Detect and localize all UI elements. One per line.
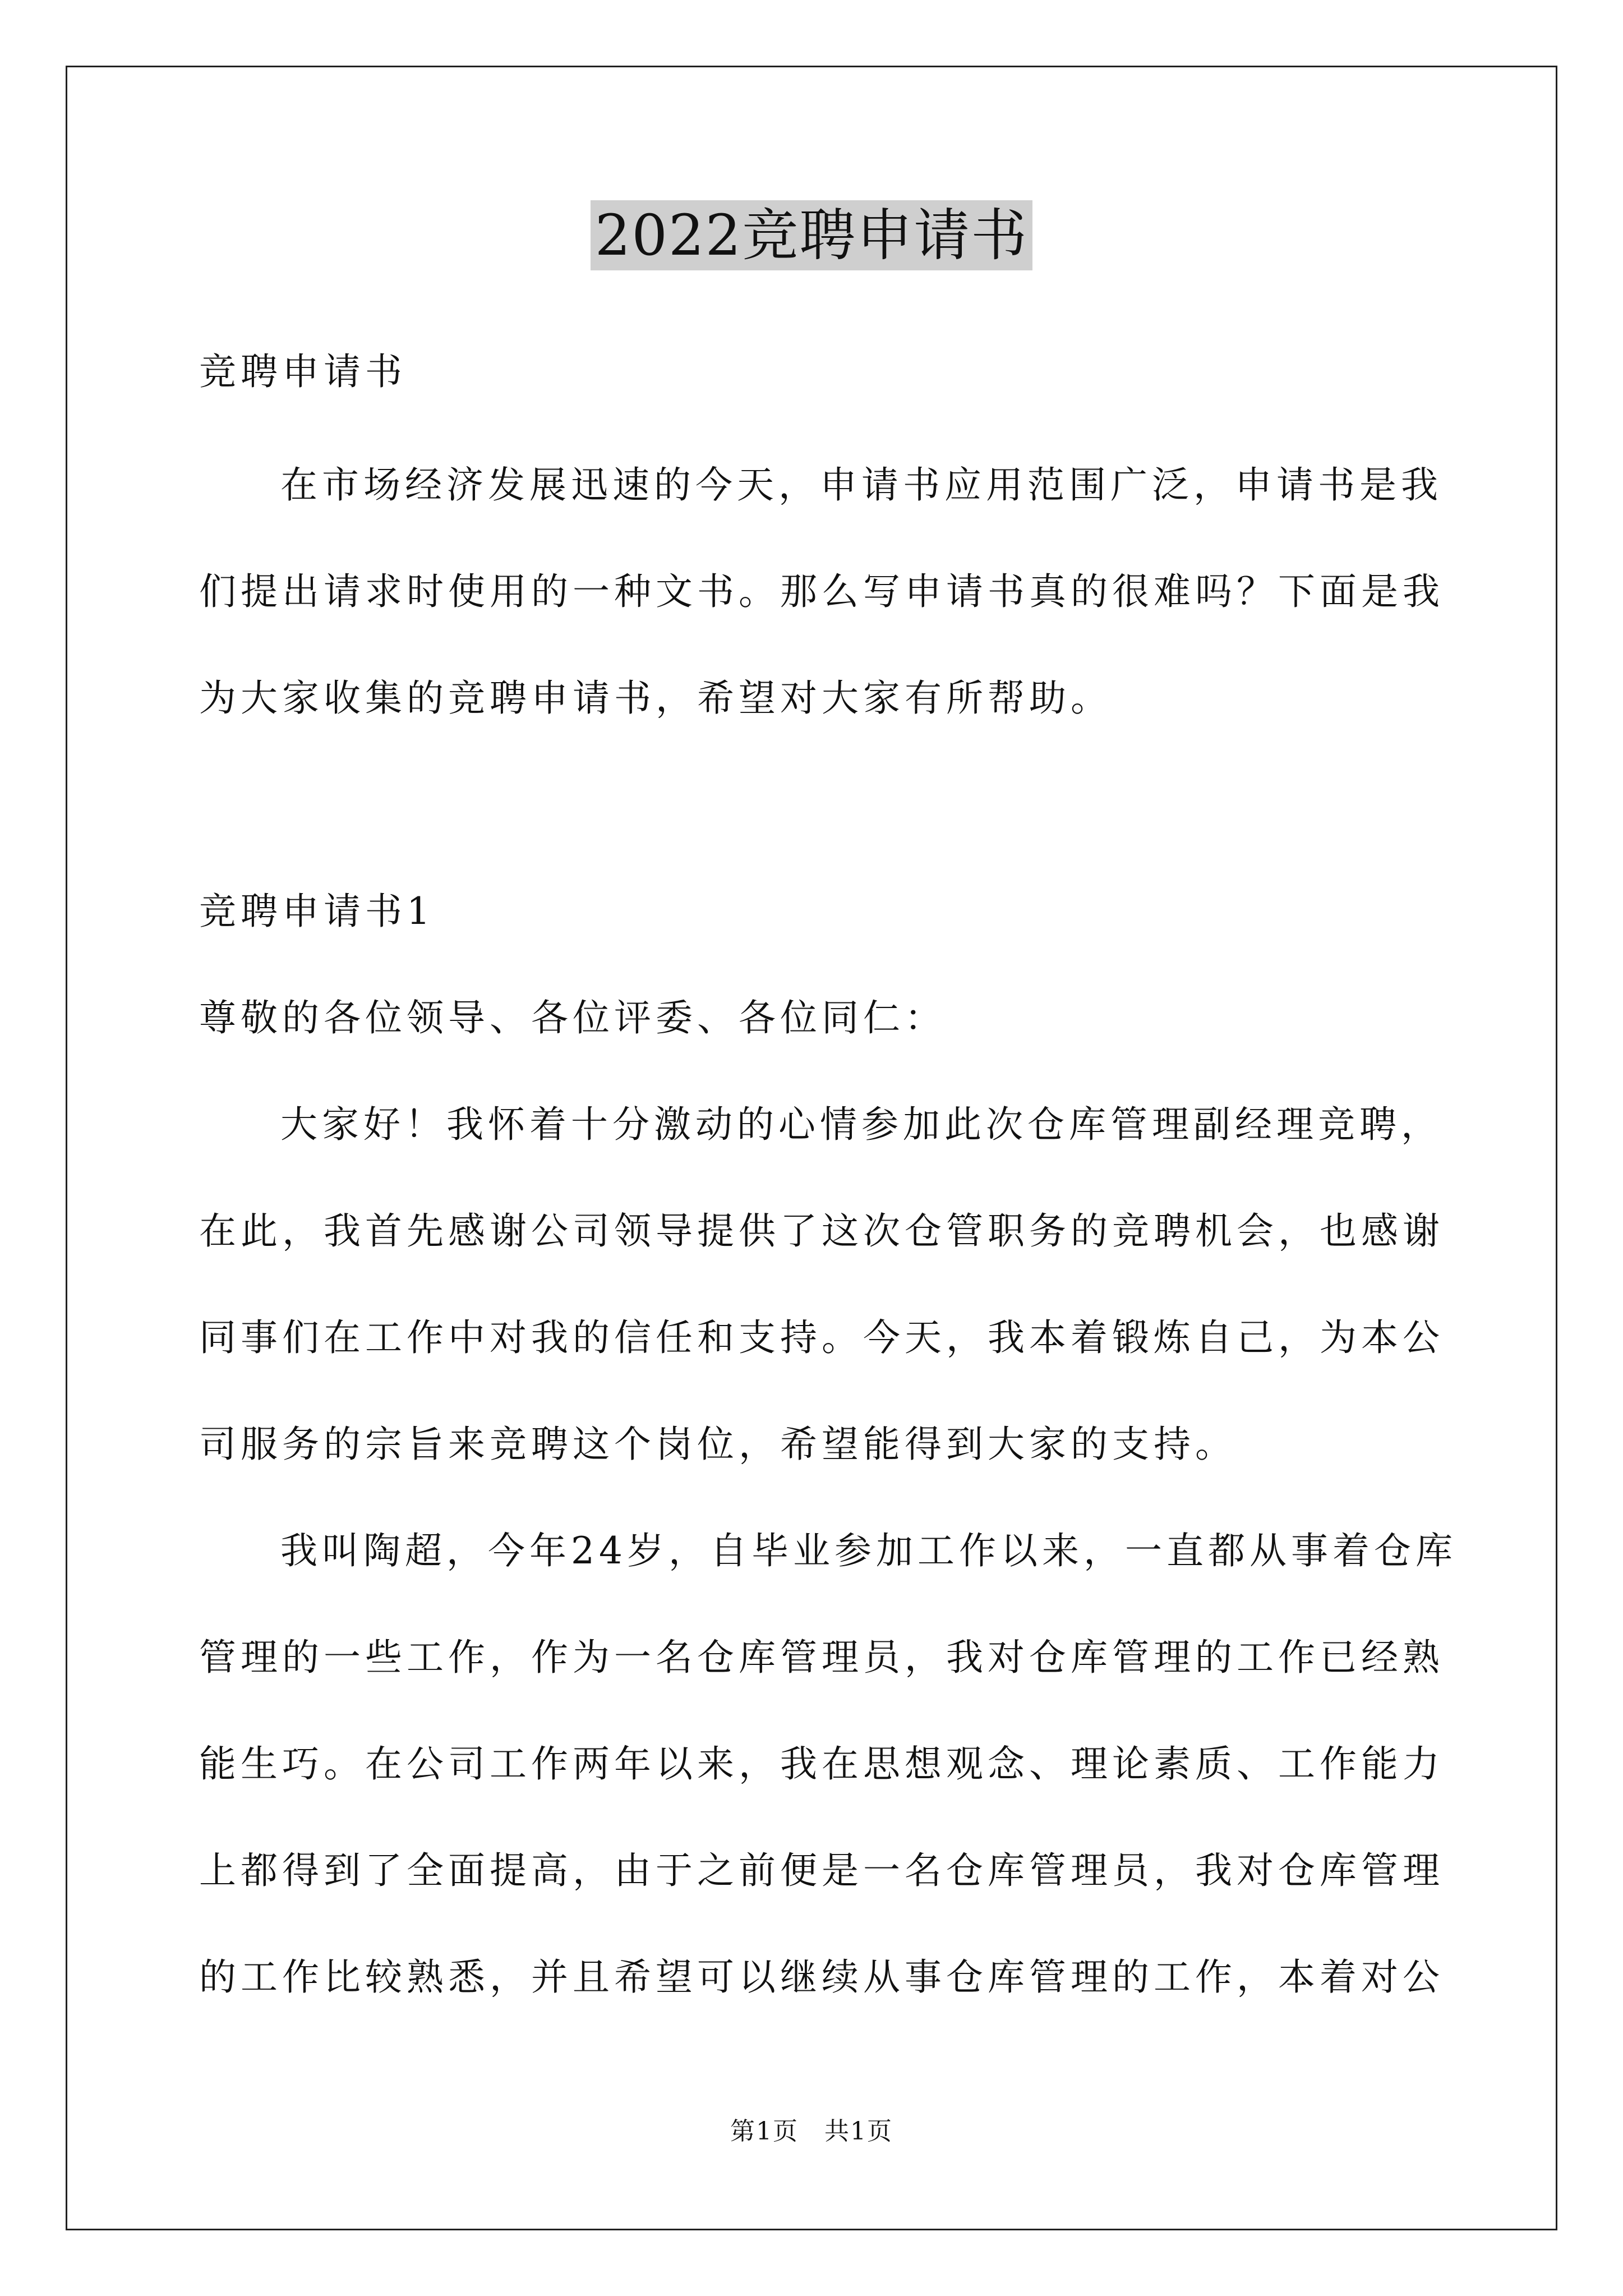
paragraph-line: 管理的一些工作，作为一名仓库管理员，我对仓库管理的工作已经熟 — [199, 1636, 1444, 1679]
intro-line: 在市场经济发展迅速的今天，申请书应用范围广泛，申请书是我 — [280, 463, 1442, 507]
paragraph-line: 在此，我首先感谢公司领导提供了这次仓管职务的竞聘机会，也感谢 — [199, 1209, 1444, 1253]
document-title-text: 2022竞聘申请书 — [591, 200, 1033, 270]
subtitle: 竞聘申请书 — [199, 350, 407, 393]
paragraph-line: 司服务的宗旨来竞聘这个岗位，希望能得到大家的支持。 — [199, 1423, 1237, 1466]
paragraph-line: 的工作比较熟悉，并且希望可以继续从事仓库管理的工作，本着对公 — [199, 1955, 1444, 1999]
intro-line: 为大家收集的竞聘申请书，希望对大家有所帮助。 — [199, 677, 1112, 720]
paragraph-line: 能生巧。在公司工作两年以来，我在思想观念、理论素质、工作能力 — [199, 1742, 1444, 1786]
paragraph-line: 上都得到了全面提高，由于之前便是一名仓库管理员，我对仓库管理 — [199, 1849, 1444, 1892]
paragraph-line: 我叫陶超，今年24岁，自毕业参加工作以来，一直都从事着仓库 — [280, 1529, 1457, 1572]
paragraph-line: 同事们在工作中对我的信任和支持。今天，我本着锻炼自己，为本公 — [199, 1316, 1444, 1359]
salutation: 尊敬的各位领导、各位评委、各位同仁： — [199, 996, 946, 1039]
paragraph-line: 大家好！我怀着十分激动的心情参加此次仓库管理副经理竞聘， — [280, 1103, 1442, 1146]
document-title — [0, 196, 1623, 275]
page-footer: 第1页 共1页 — [730, 2117, 893, 2146]
intro-line: 们提出请求时使用的一种文书。那么写申请书真的很难吗？下面是我 — [199, 570, 1444, 613]
section-heading: 竞聘申请书1 — [199, 890, 435, 933]
